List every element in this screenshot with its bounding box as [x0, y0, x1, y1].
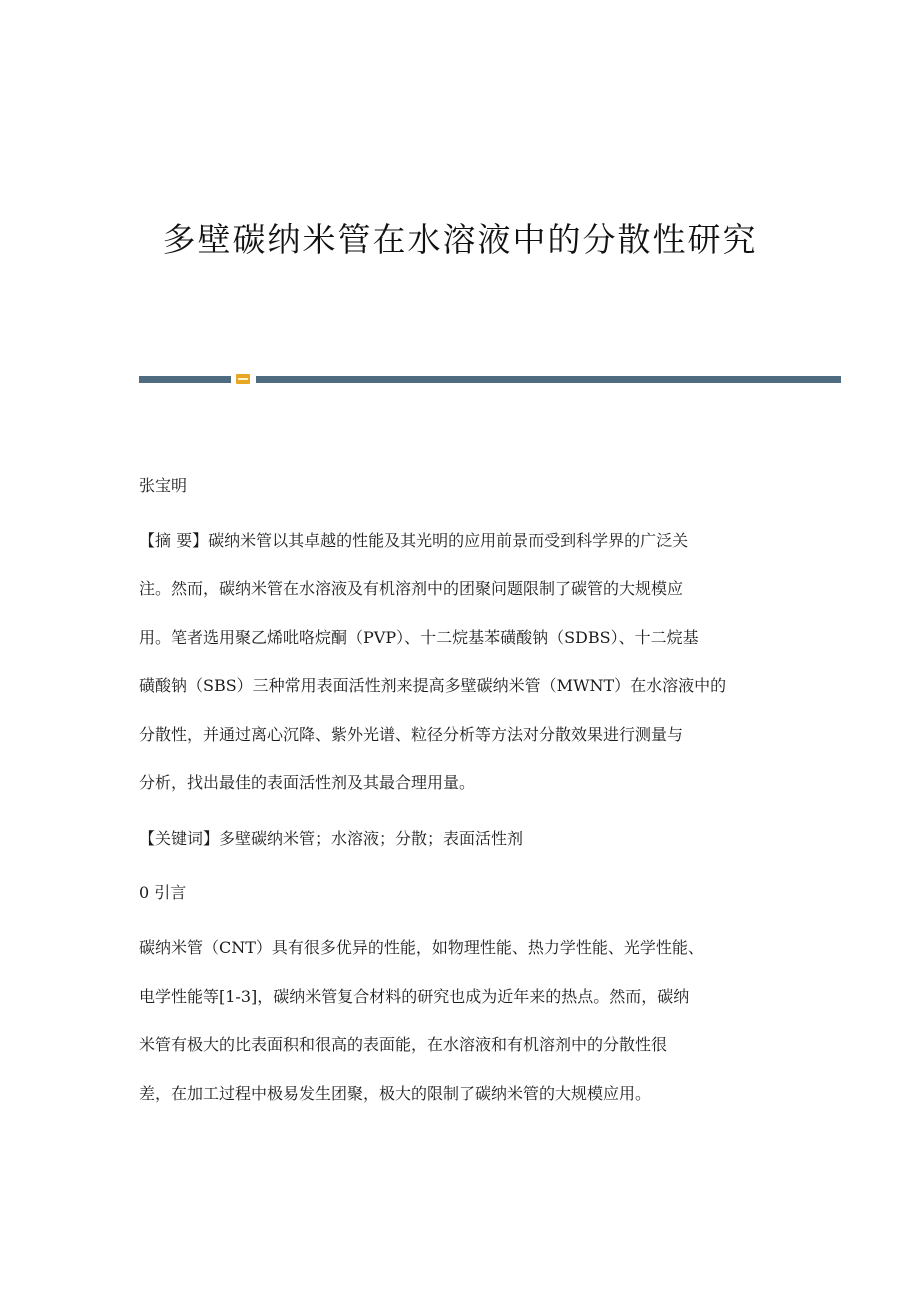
divider-bar-right	[256, 376, 841, 383]
abstract-line-6: 分析，找出最佳的表面活性剂及其最合理用量。	[139, 773, 476, 792]
paper-title: 多壁碳纳米管在水溶液中的分散性研究	[162, 220, 758, 259]
author-name: 张宝明	[139, 476, 188, 495]
abstract-label: 【摘 要】	[139, 531, 209, 550]
intro-line-4: 差，在加工过程中极易发生团聚，极大的限制了碳纳米管的大规模应用。	[139, 1084, 652, 1103]
intro-line-1: 碳纳米管（CNT）具有很多优异的性能，如物理性能、热力学性能、光学性能、	[139, 938, 704, 957]
abstract-line-3: 用。笔者选用聚乙烯吡咯烷酮（PVP）、十二烷基苯磺酸钠（SDBS）、十二烷基	[139, 628, 699, 647]
section-heading: 0 引言	[139, 883, 187, 902]
abstract-line-1: 【摘 要】碳纳米管以其卓越的性能及其光明的应用前景而受到科学界的广泛关	[139, 531, 689, 550]
abstract-line-2: 注。然而，碳纳米管在水溶液及有机溶剂中的团聚问题限制了碳管的大规模应	[139, 579, 684, 598]
keywords-line	[139, 826, 523, 849]
keywords-label: 【关键词】	[139, 829, 220, 848]
title-divider	[139, 374, 841, 384]
intro-line-2: 电学性能等[1-3]，碳纳米管复合材料的研究也成为近年来的热点。然而，碳纳	[139, 987, 690, 1006]
divider-accent-icon	[236, 374, 250, 384]
abstract-line-4: 磺酸钠（SBS）三种常用表面活性剂来提高多壁碳纳米管（MWNT）在水溶液中的	[139, 676, 727, 695]
divider-bar-left	[139, 376, 231, 383]
intro-line-3: 米管有极大的比表面积和很高的表面能，在水溶液和有机溶剂中的分散性很	[139, 1035, 668, 1054]
abstract-line-5: 分散性，并通过离心沉降、紫外光谱、粒径分析等方法对分散效果进行测量与	[139, 725, 684, 744]
keywords-text: 多壁碳纳米管；水溶液；分散；表面活性剂	[219, 829, 524, 848]
